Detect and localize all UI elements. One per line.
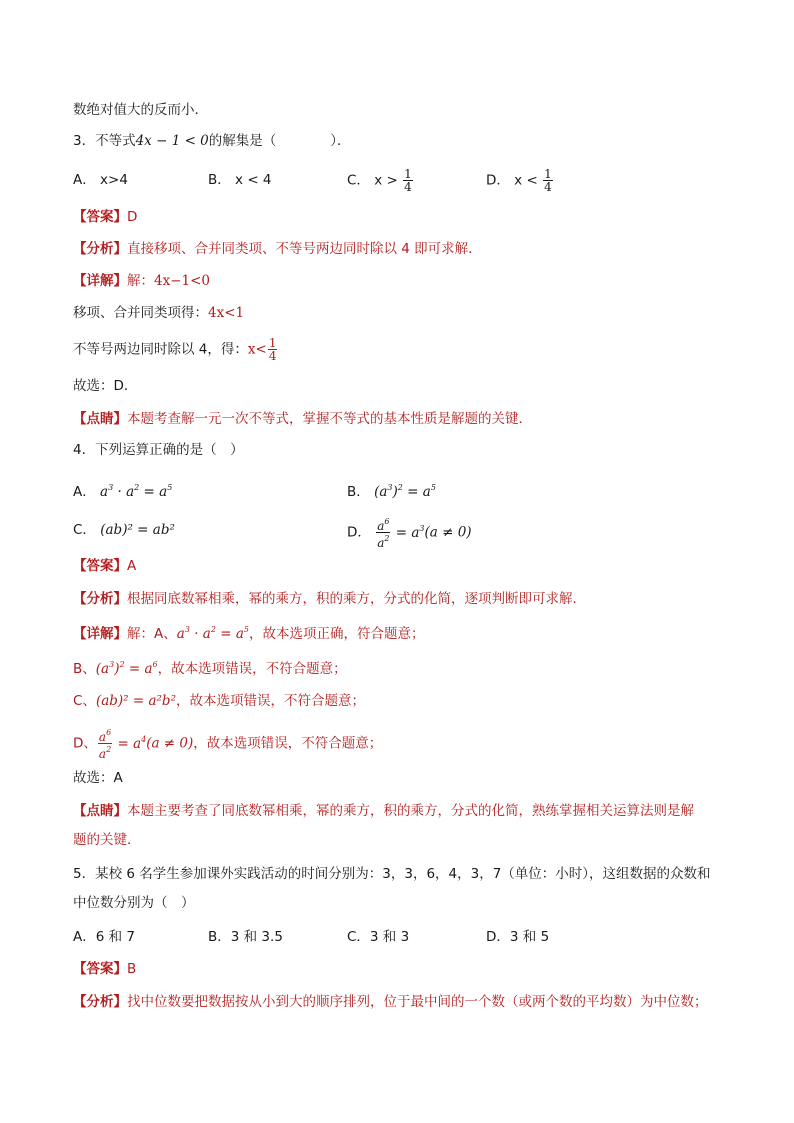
q3-choose: 故选：D． bbox=[73, 378, 138, 394]
q4-detail-a: 【详解】解：A、$a^3 \cdot a^2 = a^5$，故本选项正确，符合题意； bbox=[73, 625, 425, 642]
fraction: $\frac{1}{4}$ bbox=[404, 167, 412, 194]
fraction: $\frac{a^6}{a^2}$ bbox=[377, 517, 390, 550]
q3-option-b: B． x < 4 bbox=[208, 172, 272, 188]
q5-stem-line2: 中位数分别为（ ） bbox=[73, 895, 195, 911]
q3-stem: 3．不等式4x − 1 < 0的解集是（ ）． bbox=[73, 133, 351, 149]
q5-option-a: A．6 和 7 bbox=[73, 929, 135, 945]
q4-option-a: A． $a^3 \cdot a^2 = a^5$ bbox=[73, 483, 173, 500]
q4-option-d: D． $\frac{a^6}{a^2}$ = $a^3(a \ne 0)$ bbox=[347, 517, 472, 550]
q4-choose: 故选：A bbox=[73, 770, 123, 786]
q5-answer: 【答案】B bbox=[73, 961, 137, 977]
fraction: $\frac{1}{4}$ bbox=[268, 336, 277, 363]
q3-stem-expr: 4x − 1 < 0 bbox=[135, 133, 209, 149]
q3-step-divide: 不等号两边同时除以 4，得：x< $\frac{1}{4}$ bbox=[73, 336, 277, 363]
q3-answer: 【答案】D bbox=[73, 209, 138, 225]
q4-answer: 【答案】A bbox=[73, 558, 137, 574]
q3-option-d: D． x < $\frac{1}{4}$ bbox=[486, 167, 552, 194]
fraction: $\frac{a^6}{a^2}$ bbox=[98, 728, 112, 761]
q3-comment: 【点睛】本题考查解一元一次不等式，掌握不等式的基本性质是解题的关键． bbox=[73, 411, 532, 427]
q5-stem-line1: 5．某校 6 名学生参加课外实践活动的时间分别为：3，3，6，4，3，7（单位：小时），这组数据的众数和 bbox=[73, 866, 711, 882]
q5-option-d: D．3 和 5 bbox=[486, 929, 550, 945]
q3-option-c: C． x > $\frac{1}{4}$ bbox=[347, 167, 412, 194]
q3-analysis: 【分析】直接移项、合并同类项、不等号两边同时除以 4 即可求解． bbox=[73, 241, 482, 257]
q5-option-c: C．3 和 3 bbox=[347, 929, 410, 945]
q5-analysis: 【分析】找中位数要把数据按从小到大的顺序排列，位于最中间的一个数（或两个数的平均数）为中位数； bbox=[73, 994, 708, 1010]
q4-analysis: 【分析】根据同底数幂相乘，幂的乘方，积的乘方，分式的化简，逐项判断即可求解． bbox=[73, 591, 586, 607]
q4-comment-line1: 【点睛】本题主要考查了同底数幂相乘，幂的乘方，积的乘方，分式的化简，熟练掌握相关运算法则是解 bbox=[73, 803, 694, 819]
q3-detail: 【详解】解：4x−1<0 bbox=[73, 273, 211, 289]
q4-comment-line2: 题的关键． bbox=[73, 832, 141, 848]
q4-detail-d: D、 $\frac{a^6}{a^2}$ = $a^4(a \ne 0)$，故本选项错误，不符合题意； bbox=[73, 728, 383, 761]
fraction: $\frac{1}{4}$ bbox=[544, 167, 552, 194]
q4-option-c: C． (ab)² = ab² bbox=[73, 522, 175, 538]
q4-detail-c: C、(ab)² = a²b²，故本选项错误，不符合题意； bbox=[73, 693, 365, 709]
q4-option-b: B． $(a^3)^2 = a^5$ bbox=[347, 483, 436, 500]
q3-option-a: A． x>4 bbox=[73, 172, 128, 188]
q5-option-b: B．3 和 3.5 bbox=[208, 929, 283, 945]
q4-detail-b: B、$(a^3)^2 = a^6$，故本选项错误，不符合题意； bbox=[73, 660, 347, 677]
q3-step-combine: 移项、合并同类项得：4x<1 bbox=[73, 305, 245, 321]
q4-stem: 4．下列运算正确的是（ ） bbox=[73, 442, 244, 458]
continuation-text: 数绝对值大的反而小． bbox=[73, 102, 208, 118]
